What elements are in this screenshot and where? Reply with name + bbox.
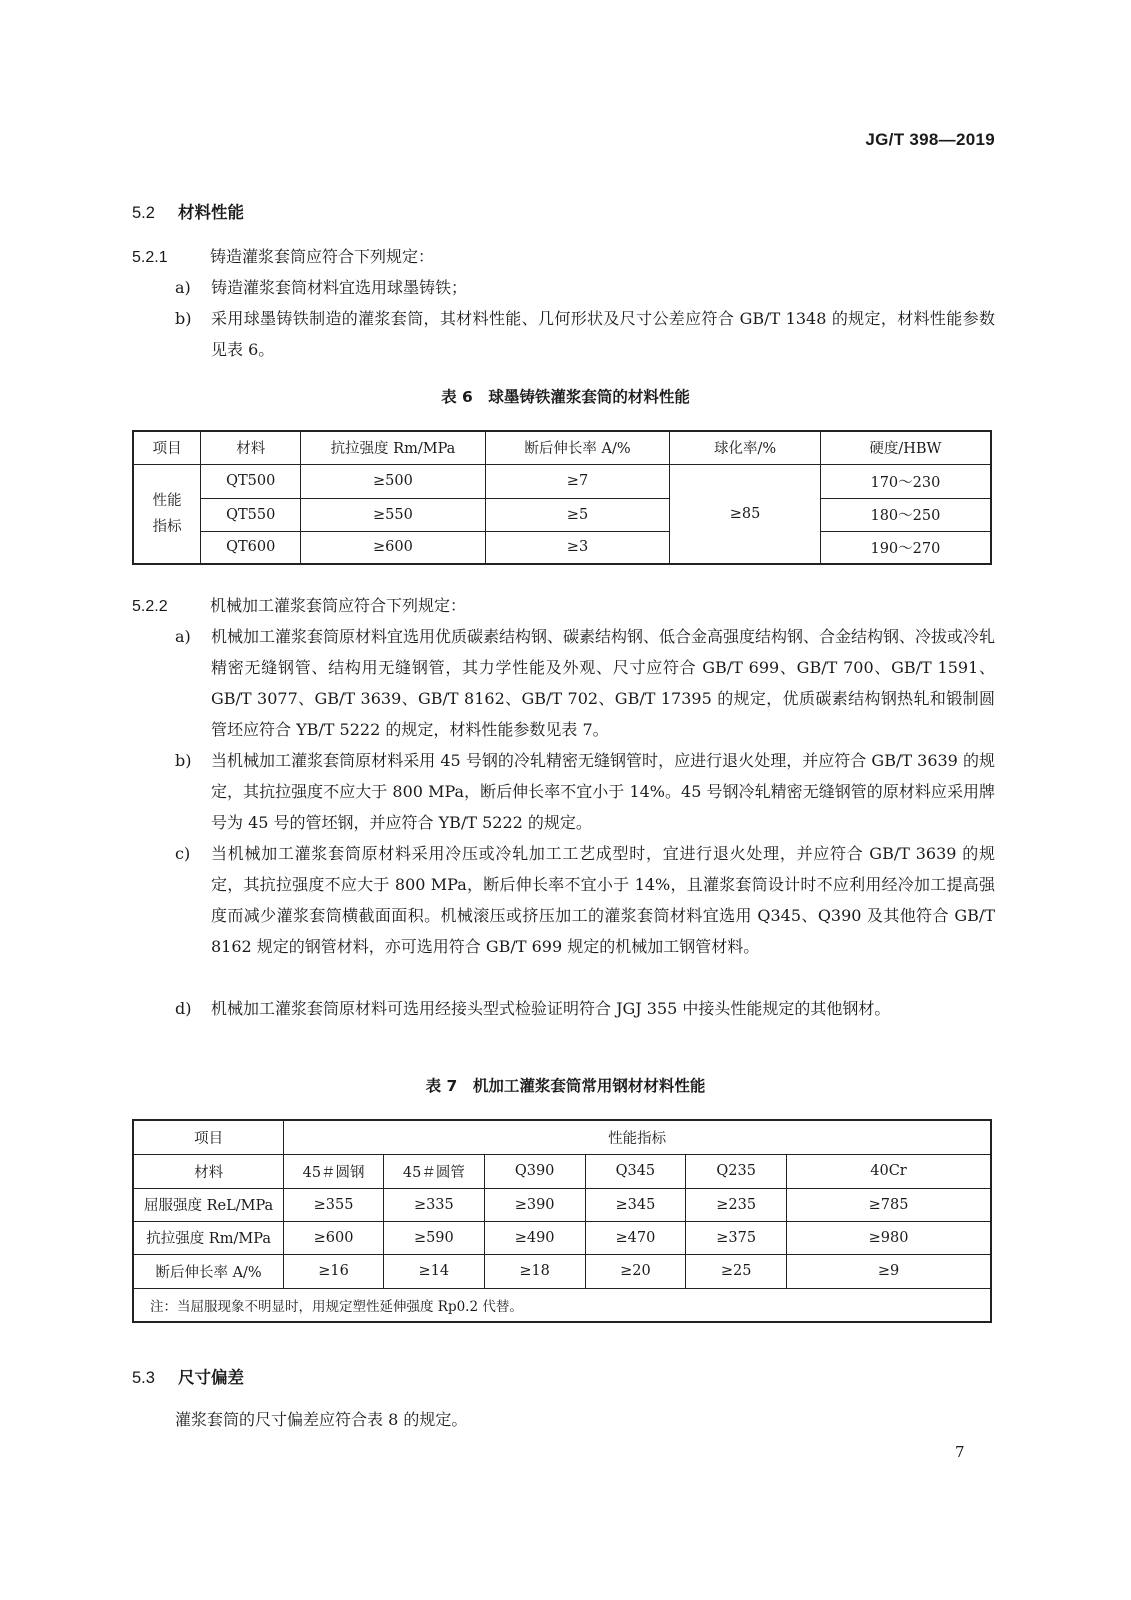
clause-5-2-1 [132, 241, 434, 273]
list-item [175, 303, 995, 365]
table-cell: ≥980 [787, 1221, 991, 1254]
section-5-3-text: 灌浆套筒的尺寸偏差应符合表 8 的规定。 [175, 1410, 468, 1429]
row-label: 断后伸长率 A/% [133, 1254, 284, 1288]
clause-number: 5.2.1 [132, 249, 168, 266]
table-cell: ≥7 [485, 464, 669, 498]
list-item-text: 铸造灌浆套筒材料宜选用球墨铸铁； [211, 278, 468, 297]
table-cell: ≥500 [301, 464, 486, 498]
table-row [133, 531, 991, 564]
list-item [175, 272, 995, 303]
clause-number: 5.2.2 [132, 598, 168, 615]
table-row [133, 1154, 991, 1188]
table-cell: ≥550 [301, 498, 486, 531]
table-cell: ≥345 [585, 1188, 686, 1221]
table-note-row [133, 1288, 991, 1322]
table-row [133, 464, 991, 498]
list-item-label: d) [175, 999, 192, 1018]
table-cell: ≥390 [484, 1188, 585, 1221]
table-cell: ≥335 [383, 1188, 484, 1221]
table-header-cell: 项目 [133, 1120, 284, 1154]
table-cell: ≥20 [585, 1254, 686, 1288]
table-row [133, 1221, 991, 1254]
section-number: 5.3 [132, 1369, 155, 1387]
list-item-text: 采用球墨铸铁制造的灌浆套筒，其材料性能、几何形状及尺寸公差应符合 GB/T 1348 的规定，材料性能参数见表 6。 [211, 309, 995, 359]
list-item-label: b) [175, 751, 192, 770]
row-label: 材料 [133, 1154, 284, 1188]
list-item [175, 745, 995, 838]
table-cell: QT600 [201, 531, 301, 564]
list-item-text: 机械加工灌浆套筒原材料宜选用优质碳素结构钢、碳素结构钢、低合金高强度结构钢、合金结构钢、冷拔或冷轧精密无缝钢管、结构用无缝钢管，其力学性能及外观、尺寸应符合 GB/T 699、GB/T 700、GB/T 1591、GB/T 3077、GB/T 3639、GB/T 8162、GB/T 702、GB/T 17395 的规定，优质碳素结构钢热轧和锻制圆管坯应符合 YB/T 5222 的规定，材料性能参数见表 7。 [211, 627, 996, 739]
page-number: 7 [955, 1443, 965, 1461]
table-6-caption: 表 6 球墨铸铁灌浆套筒的材料性能 [441, 388, 690, 406]
standard-number: JG/T 398—2019 [865, 130, 995, 149]
table-cell: 190～270 [820, 531, 991, 564]
table-cell: ≥600 [301, 531, 486, 564]
table-cell: ≥5 [485, 498, 669, 531]
table-header-row [133, 1120, 991, 1154]
table-cell: ≥14 [383, 1254, 484, 1288]
clause-text: 铸造灌浆套筒应符合下列规定： [210, 247, 435, 266]
table-header-row [133, 431, 991, 464]
table-header-cell: 材料 [201, 431, 301, 464]
table-header-cell: 抗拉强度 Rm/MPa [301, 431, 486, 464]
table-cell: Q235 [686, 1154, 787, 1188]
table-cell: ≥3 [485, 531, 669, 564]
table-header-cell: 项目 [133, 431, 201, 464]
row-group-label: 性能 指标 [133, 464, 201, 564]
list-item-label: a) [175, 627, 191, 646]
table-cell: ≥785 [787, 1188, 991, 1221]
table-7 [132, 1119, 992, 1323]
section-title: 尺寸偏差 [178, 1368, 244, 1387]
list-item-label: a) [175, 278, 191, 297]
table-cell: ≥9 [787, 1254, 991, 1288]
table-cell: ≥18 [484, 1254, 585, 1288]
list-item-label: b) [175, 309, 192, 328]
table-cell: QT550 [201, 498, 301, 531]
list-item-text: 机械加工灌浆套筒原材料可选用经接头型式检验证明符合 JGJ 355 中接头性能规定的其他钢材。 [211, 999, 891, 1018]
clause-5-2-2 [132, 590, 466, 622]
section-heading-5-3 [132, 1364, 244, 1388]
table-row [133, 1188, 991, 1221]
table-cell: ≥235 [686, 1188, 787, 1221]
section-title: 材料性能 [178, 203, 244, 222]
table-header-cell: 硬度/HBW [820, 431, 991, 464]
table-7-caption: 表 7 机加工灌浆套筒常用钢材材料性能 [425, 1077, 706, 1095]
table-cell: ≥16 [284, 1254, 384, 1288]
section-number: 5.2 [132, 204, 155, 222]
list-item-text: 当机械加工灌浆套筒原材料采用冷压或冷轧加工工艺成型时，宜进行退火处理，并应符合 GB/T 3639 的规定，其抗拉强度不应大于 800 MPa，断后伸长率不宜小于 14%，且灌浆套筒设计时不应利用经冷加工提高强度而减少灌浆套筒横截面面积。机械滚压或挤压加工的灌浆套筒材料宜选用 Q345、Q390 及其他符合 GB/T 8162 规定的钢管材料，亦可选用符合 GB/T 699 规定的机械加工钢管材料。 [211, 844, 995, 956]
list-item [175, 993, 995, 1024]
spheroid-rate-cell: ≥85 [670, 464, 821, 564]
row-label: 抗拉强度 Rm/MPa [133, 1221, 284, 1254]
table-cell: QT500 [201, 464, 301, 498]
table-cell: ≥600 [284, 1221, 384, 1254]
table-row [133, 1254, 991, 1288]
table-cell: ≥470 [585, 1221, 686, 1254]
table-cell: 40Cr [787, 1154, 991, 1188]
table-cell: 170～230 [820, 464, 991, 498]
row-label: 屈服强度 ReL/MPa [133, 1188, 284, 1221]
table-cell: 45＃圆管 [383, 1154, 484, 1188]
table-header-cell: 性能指标 [284, 1120, 991, 1154]
list-item [175, 838, 995, 962]
table-cell: ≥25 [686, 1254, 787, 1288]
clause-text: 机械加工灌浆套筒应符合下列规定： [210, 596, 467, 615]
section-heading-5-2 [132, 199, 244, 223]
table-cell: ≥355 [284, 1188, 384, 1221]
table-row [133, 498, 991, 531]
table-cell: Q390 [484, 1154, 585, 1188]
list-item-text: 当机械加工灌浆套筒原材料采用 45 号钢的冷轧精密无缝钢管时，应进行退火处理，并应符合 GB/T 3639 的规定，其抗拉强度不应大于 800 MPa，断后伸长率不宜小于 14%。45 号钢冷轧精密无缝钢管的原材料应采用牌号为 45 号的管坯钢，并应符合 YB/T 5222 的规定。 [211, 751, 995, 832]
table-header-cell: 断后伸长率 A/% [485, 431, 669, 464]
table-6 [132, 430, 992, 565]
table-cell: Q345 [585, 1154, 686, 1188]
table-cell: ≥490 [484, 1221, 585, 1254]
list-item-label: c) [175, 844, 191, 863]
table-cell: 180～250 [820, 498, 991, 531]
table-cell: ≥375 [686, 1221, 787, 1254]
table-header-cell: 球化率/% [670, 431, 821, 464]
table-cell: ≥590 [383, 1221, 484, 1254]
list-item [175, 621, 995, 745]
table-cell: 45＃圆钢 [284, 1154, 384, 1188]
table-note: 注：当屈服现象不明显时，用规定塑性延伸强度 Rp0.2 代替。 [133, 1288, 991, 1322]
